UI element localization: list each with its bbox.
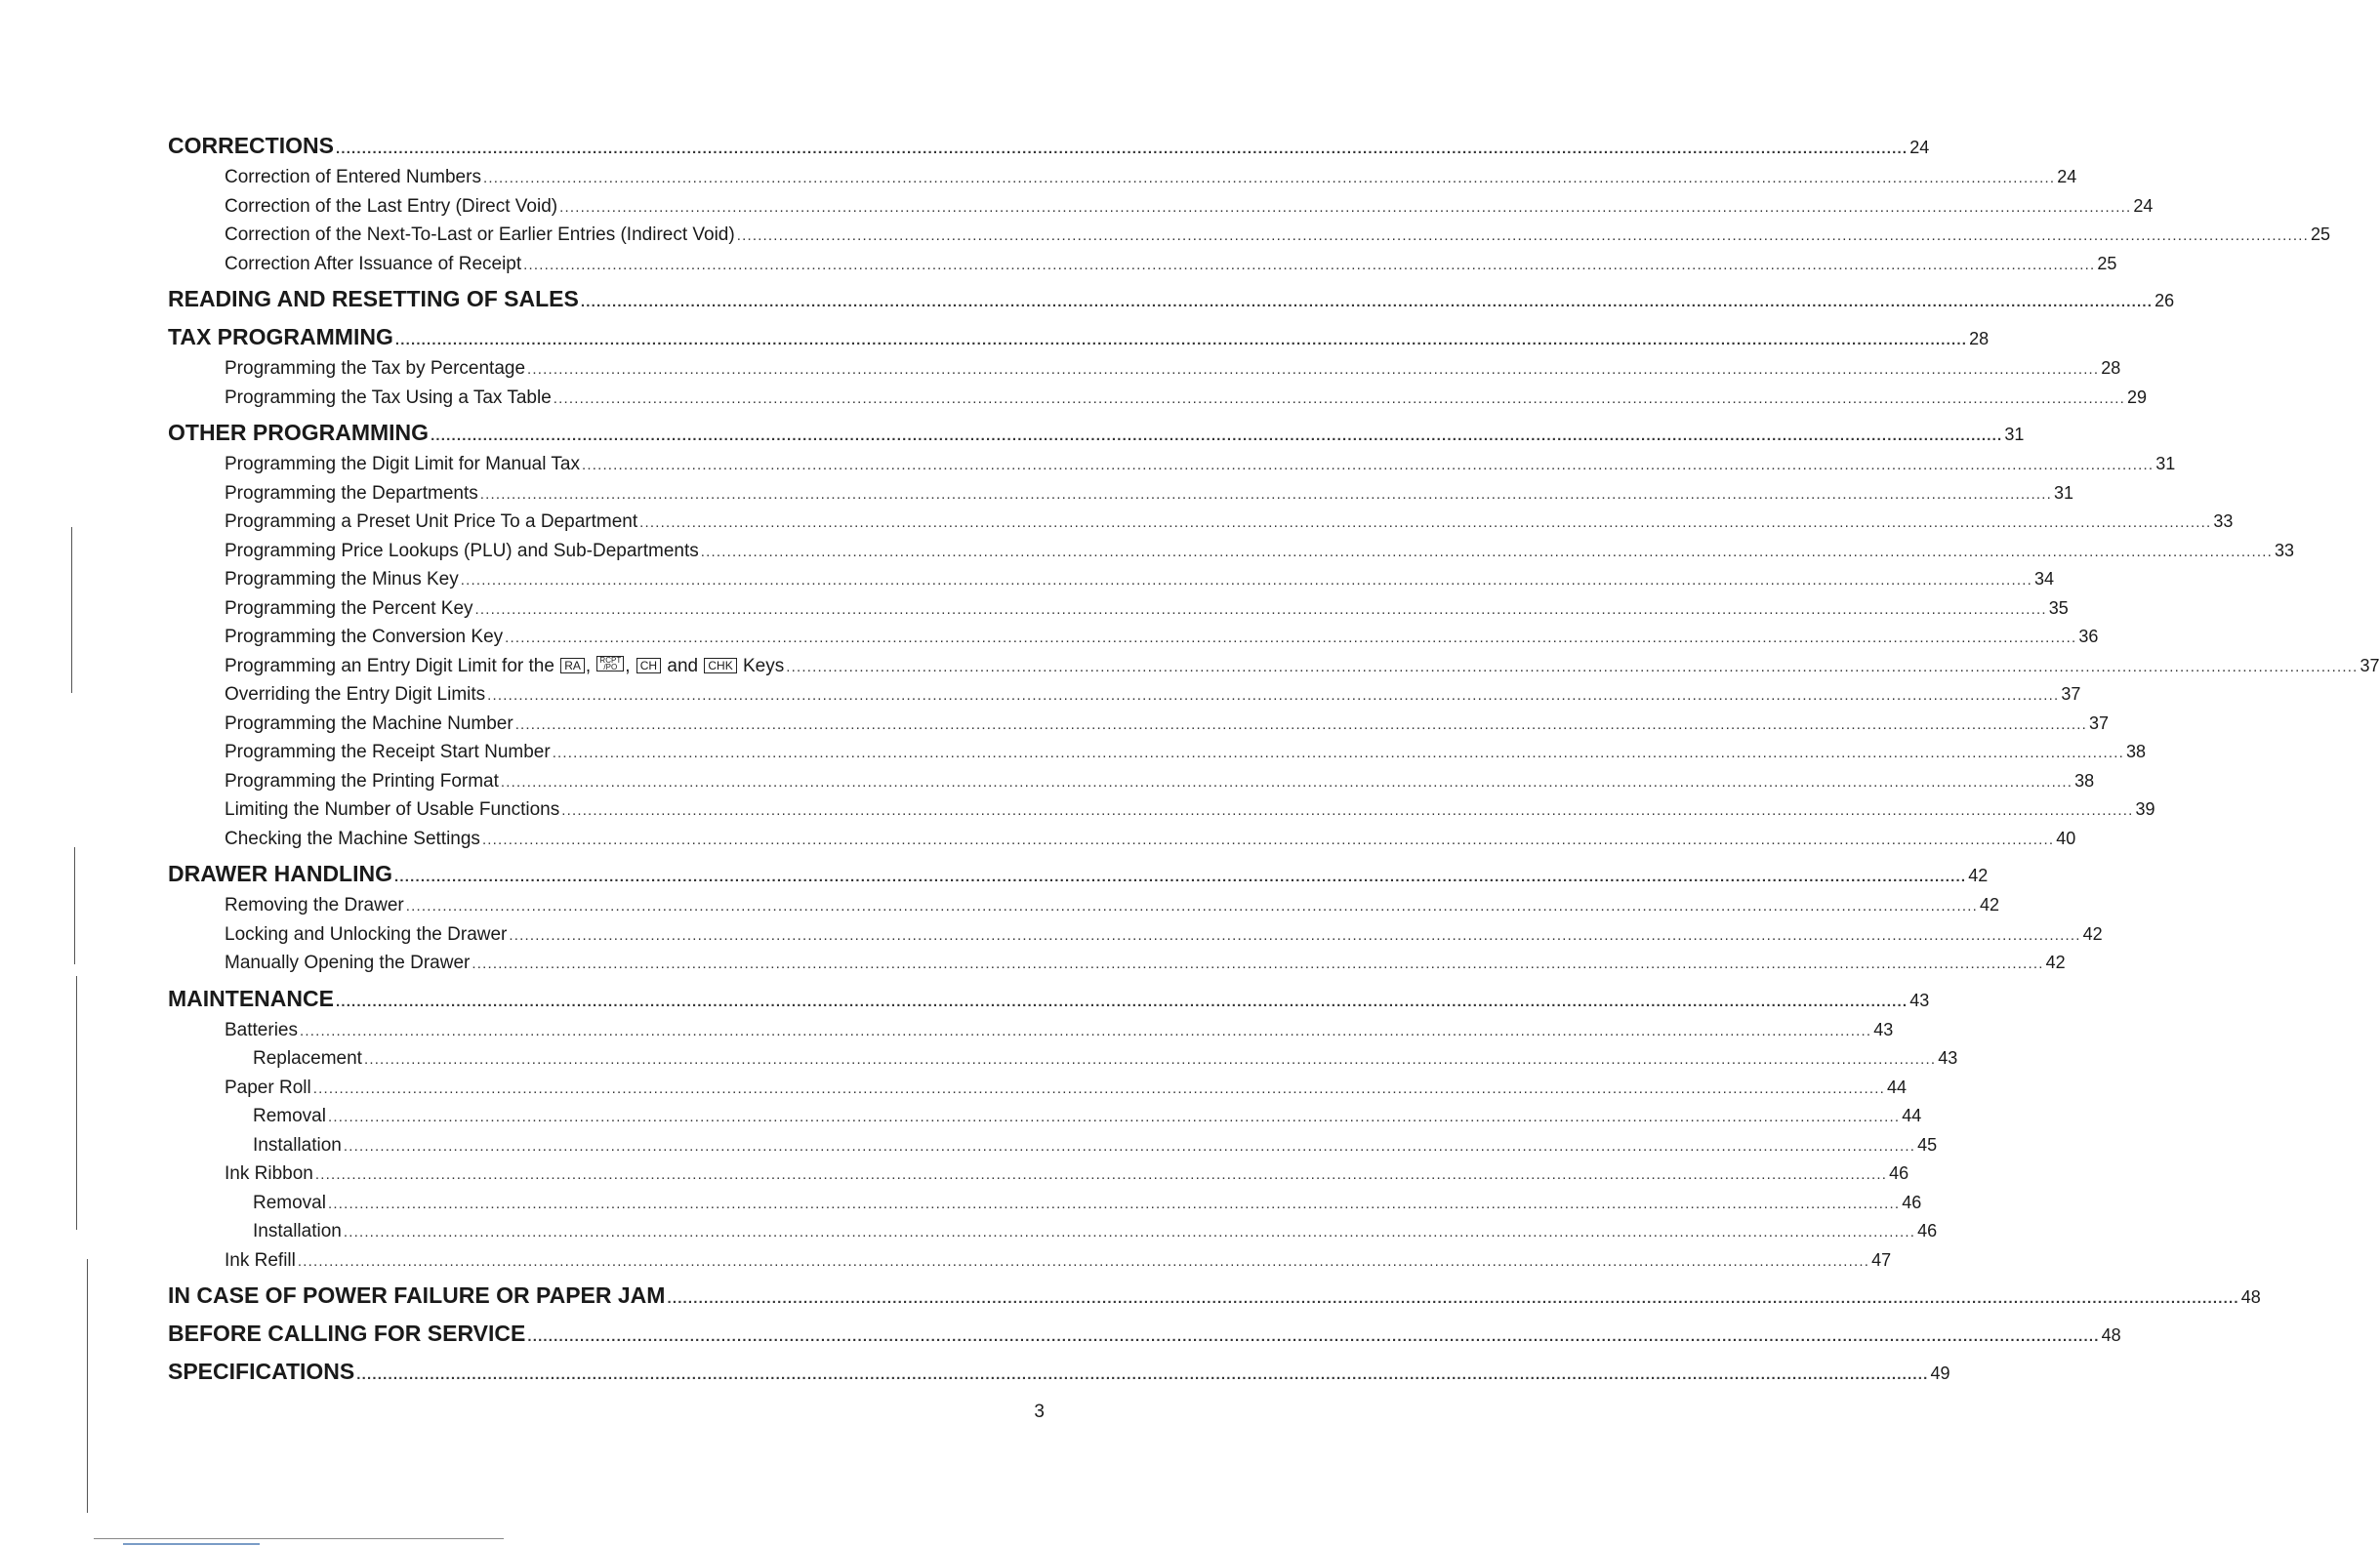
dot-leader: ............................................................................................................................................................................................................................................................................................................ (405, 898, 1978, 915)
dot-leader: ............................................................................................................................................................................................................................................................................................................ (482, 170, 2056, 186)
toc-page-number: 28 (2101, 358, 2121, 378)
dot-leader: ............................................................................................................................................................................................................................................................................................................ (509, 926, 2081, 944)
toc-entry[interactable] (168, 891, 2000, 920)
dot-leader: ............................................................................................................................................................................................................................................................................................................ (500, 773, 2073, 791)
toc-entry-title: Programming Price Lookups (PLU) and Sub-Departments (225, 540, 699, 561)
dot-leader: ............................................................................................................................................................................................................................................................................................................ (297, 1252, 1870, 1270)
dot-leader: ............................................................................................................................................................................................................................................................................................................ (363, 1051, 1937, 1068)
toc-page-number: 49 (1930, 1363, 1950, 1383)
dot-leader: ............................................................................................................................................................................................................................................................................................................ (667, 1290, 2239, 1307)
toc-entry[interactable] (168, 221, 2330, 250)
toc-entry-title: Paper Roll (225, 1077, 311, 1098)
toc-entry-title: Locking and Unlocking the Drawer (225, 923, 508, 945)
toc-entry[interactable] (168, 192, 2154, 222)
dot-leader: ............................................................................................................................................................................................................................................................................................................ (356, 1366, 1929, 1383)
table-of-contents (168, 125, 2380, 1389)
toc-subentry[interactable] (168, 1102, 1922, 1131)
toc-entry-title: Checking the Machine Settings (225, 828, 480, 849)
dot-leader: ............................................................................................................................................................................................................................................................................................................ (639, 514, 2212, 531)
toc-page-number: 46 (1889, 1163, 1909, 1183)
dot-leader: ............................................................................................................................................................................................................................................................................................................ (431, 427, 2003, 444)
toc-heading-power-failure[interactable] (168, 1278, 2261, 1313)
toc-entry-title: Programming the Machine Number (225, 712, 513, 734)
toc-entry[interactable] (168, 594, 2069, 624)
toc-subentry[interactable] (168, 1131, 1938, 1160)
toc-subentry[interactable] (168, 1044, 1958, 1074)
toc-entry[interactable] (168, 508, 2234, 537)
toc-entry-title: Ink Ribbon (225, 1163, 313, 1184)
scan-edge-line (71, 527, 72, 693)
dot-leader: ............................................................................................................................................................................................................................................................................................................ (527, 1328, 2100, 1345)
toc-entry[interactable] (168, 680, 2081, 710)
dot-leader: ............................................................................................................................................................................................................................................................................................................ (479, 485, 2053, 503)
toc-entry[interactable] (168, 710, 2109, 739)
toc-page-number: 46 (1917, 1221, 1938, 1241)
dot-leader: ............................................................................................................................................................................................................................................................................................................ (505, 630, 2077, 646)
ra-key-icon: RA (560, 658, 585, 673)
dot-leader: ............................................................................................................................................................................................................................................................................................................ (552, 745, 2124, 761)
toc-entry-title: Correction of Entered Numbers (225, 167, 481, 187)
toc-entry[interactable] (168, 920, 2103, 950)
dot-leader: ............................................................................................................................................................................................................................................................................................................ (343, 1224, 1916, 1241)
toc-page-number: 48 (2101, 1325, 2121, 1345)
toc-page-number: 34 (2033, 569, 2054, 589)
toc-entry-title: Overriding the Entry Digit Limits (225, 684, 486, 705)
dot-leader: ............................................................................................................................................................................................................................................................................................................ (561, 802, 2134, 819)
toc-page-number: 25 (2097, 253, 2117, 273)
toc-page-number: 42 (2082, 923, 2103, 944)
scan-edge-line (74, 847, 75, 964)
entry-text: and (667, 655, 699, 676)
toc-subentry[interactable] (168, 1189, 1922, 1218)
toc-entry[interactable] (168, 825, 2076, 854)
toc-page-number: 48 (2240, 1287, 2261, 1307)
toc-page-number: 42 (2045, 953, 2066, 972)
dot-leader: ............................................................................................................................................................................................................................................................................................................ (736, 227, 2309, 244)
toc-heading-title: TAX PROGRAMMING (168, 324, 393, 349)
toc-heading-title: IN CASE OF POWER FAILURE OR PAPER JAM (168, 1282, 666, 1308)
toc-heading-title: SPECIFICATIONS (168, 1359, 355, 1384)
toc-heading-title: OTHER PROGRAMMING (168, 420, 430, 445)
toc-entry[interactable] (168, 163, 2077, 192)
toc-page-number: 28 (1969, 329, 1990, 348)
toc-entry[interactable] (168, 1246, 1892, 1276)
toc-entry-title: Programming a Preset Unit Price To a Department (225, 511, 638, 532)
toc-page-number: 25 (2310, 224, 2330, 244)
toc-entry[interactable] (168, 767, 2095, 796)
toc-page-number: 38 (2125, 742, 2146, 761)
scan-bottom-line (94, 1538, 504, 1539)
dot-leader: ............................................................................................................................................................................................................................................................................................................ (394, 332, 1968, 348)
dot-leader: ............................................................................................................................................................................................................................................................................................................ (327, 1195, 1901, 1212)
toc-entry[interactable] (168, 949, 2066, 978)
toc-entry[interactable] (168, 450, 2176, 479)
toc-heading-title: READING AND RESETTING OF SALES (168, 286, 579, 311)
toc-heading-title: DRAWER HANDLING (168, 861, 392, 886)
toc-entry[interactable] (168, 354, 2121, 384)
dot-leader: ............................................................................................................................................................................................................................................................................................................ (527, 361, 2100, 378)
toc-page-number: 47 (1871, 1249, 1892, 1270)
toc-subentry[interactable] (168, 1217, 1938, 1246)
dot-leader: ............................................................................................................................................................................................................................................................................................................ (581, 457, 2154, 473)
toc-entry-title: Correction of the Last Entry (Direct Void) (225, 195, 558, 217)
toc-entry-title: Programming the Digit Limit for Manual Tax (225, 454, 580, 474)
toc-page-number: 42 (1980, 895, 2000, 915)
ch-key-icon: CH (636, 658, 661, 673)
dot-leader: ............................................................................................................................................................................................................................................................................................................ (314, 1166, 1888, 1183)
toc-page-number: 29 (2127, 386, 2148, 407)
toc-entry-title: Programming the Percent Key (225, 597, 473, 619)
toc-entry-title: Programming the Printing Format (225, 770, 499, 792)
toc-entry-title: Installation (253, 1134, 342, 1156)
toc-page-number: 43 (1873, 1019, 1894, 1039)
toc-page-number: 46 (1902, 1192, 1922, 1212)
scan-bottom-accent (123, 1543, 260, 1545)
dot-leader: ............................................................................................................................................................................................................................................................................................................ (394, 869, 1967, 885)
toc-entry-title: Ink Refill (225, 1249, 296, 1271)
toc-entry-title: Programming the Tax by Percentage (225, 358, 526, 379)
toc-page-number: 31 (2054, 482, 2074, 503)
toc-entry[interactable] (168, 479, 2074, 509)
dot-leader: ............................................................................................................................................................................................................................................................................................................ (786, 658, 2359, 675)
toc-heading-service[interactable] (168, 1316, 2121, 1351)
toc-page-number: 24 (2133, 195, 2154, 216)
chk-key-icon: CHK (704, 658, 736, 673)
toc-entry-title: Programming the Minus Key (225, 569, 459, 590)
toc-entry[interactable] (168, 1160, 1909, 1189)
dot-leader: ............................................................................................................................................................................................................................................................................................................ (553, 389, 2126, 407)
key-label-top: RCPT (599, 655, 622, 665)
entry-text: Keys (743, 655, 785, 676)
rcpt-po-key-icon (596, 656, 624, 671)
toc-entry-title: Installation (253, 1221, 342, 1241)
toc-page-number: 33 (2275, 540, 2295, 560)
toc-entry[interactable] (168, 738, 2146, 767)
toc-entry-title: Limiting the Number of Usable Functions (225, 799, 560, 820)
dot-leader: ............................................................................................................................................................................................................................................................................................................ (487, 687, 2060, 704)
toc-heading-maintenance[interactable] (168, 981, 1930, 1016)
toc-page-number: 43 (1909, 990, 1930, 1010)
toc-entry-title: Programming the Receipt Start Number (225, 742, 551, 762)
toc-heading-other[interactable] (168, 415, 2025, 450)
dot-leader: ............................................................................................................................................................................................................................................................................................................ (481, 831, 2055, 848)
toc-page-number: 38 (2074, 770, 2095, 791)
dot-leader: ............................................................................................................................................................................................................................................................................................................ (559, 198, 2132, 216)
toc-page-number: 26 (2154, 291, 2175, 310)
scan-edge-line (87, 1259, 88, 1513)
toc-entry[interactable] (168, 652, 2380, 681)
dot-leader: ............................................................................................................................................................................................................................................................................................................ (335, 141, 1908, 157)
scan-edge-line (76, 976, 77, 1230)
dot-leader: ............................................................................................................................................................................................................................................................................................................ (523, 256, 2096, 273)
toc-page-number: 24 (2057, 167, 2077, 186)
dot-leader: ............................................................................................................................................................................................................................................................................................................ (343, 1137, 1916, 1155)
toc-entry[interactable] (168, 795, 2155, 825)
toc-entry[interactable] (168, 384, 2148, 413)
toc-entry[interactable] (168, 250, 2117, 279)
toc-page-number: 36 (2078, 627, 2099, 646)
toc-page-number: 37 (2359, 655, 2380, 675)
dot-leader: ............................................................................................................................................................................................................................................................................................................ (700, 543, 2274, 560)
toc-page-number: 33 (2213, 511, 2234, 531)
dot-leader: ............................................................................................................................................................................................................................................................................................................ (299, 1022, 1872, 1039)
toc-page-number: 37 (2061, 684, 2081, 704)
toc-entry-title: Correction of the Next-To-Last or Earlier Entries (Indirect Void) (225, 224, 735, 245)
toc-entry-title: Programming the Tax Using a Tax Table (225, 386, 552, 408)
dot-leader: ............................................................................................................................................................................................................................................................................................................ (474, 600, 2047, 618)
toc-heading-corrections[interactable] (168, 128, 1930, 163)
entry-text: Programming an Entry Digit Limit for the (225, 655, 554, 676)
toc-heading-specifications[interactable] (168, 1354, 1950, 1389)
toc-entry[interactable] (168, 623, 2099, 652)
toc-page-number: 24 (1909, 138, 1930, 157)
toc-entry-title: Correction After Issuance of Receipt (225, 253, 522, 274)
toc-entry-title: Removal (253, 1106, 326, 1126)
dot-leader: ............................................................................................................................................................................................................................................................................................................ (335, 993, 1908, 1010)
toc-page-number: 43 (1938, 1048, 1958, 1068)
toc-page-number: 45 (1917, 1134, 1938, 1155)
dot-leader: ............................................................................................................................................................................................................................................................................................................ (312, 1079, 1885, 1097)
toc-heading-tax[interactable] (168, 319, 1990, 354)
toc-entry[interactable] (168, 1016, 1894, 1045)
toc-page-number: 40 (2056, 828, 2076, 848)
toc-entry[interactable] (168, 1074, 1907, 1103)
dot-leader: ............................................................................................................................................................................................................................................................................................................ (460, 572, 2032, 589)
toc-page-number: 42 (1968, 866, 1989, 885)
toc-heading-title: CORRECTIONS (168, 133, 334, 158)
toc-entry-title: Manually Opening the Drawer (225, 953, 471, 973)
toc-entry-title: Batteries (225, 1019, 298, 1040)
toc-entry-title: Programming the Departments (225, 482, 478, 504)
toc-heading-reading[interactable] (168, 281, 2175, 316)
dot-leader: ............................................................................................................................................................................................................................................................................................................ (580, 294, 2154, 310)
toc-entry-title: Replacement (253, 1048, 362, 1069)
toc-page-number: 31 (2155, 454, 2176, 473)
dot-leader: ............................................................................................................................................................................................................................................................................................................ (514, 715, 2087, 733)
toc-page-number: 39 (2135, 799, 2155, 819)
toc-entry-title: Removing the Drawer (225, 895, 404, 915)
toc-page-number: 44 (1886, 1077, 1907, 1097)
toc-entry-title: Programming an Entry Digit Limit for the RA , RCPT /PO , CH and CHK Keys (225, 655, 785, 676)
toc-entry[interactable] (168, 565, 2054, 594)
dot-leader: ............................................................................................................................................................................................................................................................................................................ (327, 1109, 1901, 1125)
toc-heading-title: MAINTENANCE (168, 985, 334, 1011)
toc-entry-title: Removal (253, 1192, 326, 1213)
toc-page-number: 35 (2048, 597, 2069, 618)
toc-page-number: 37 (2088, 712, 2109, 733)
key-label-bottom: /PO (603, 662, 618, 671)
toc-entry[interactable] (168, 537, 2295, 566)
dot-leader: ............................................................................................................................................................................................................................................................................................................ (472, 956, 2044, 972)
toc-heading-title: BEFORE CALLING FOR SERVICE (168, 1321, 526, 1346)
page-number: 3 (1034, 1402, 1045, 1422)
toc-page-number: 44 (1902, 1106, 1922, 1125)
toc-page-number: 31 (2004, 425, 2025, 444)
toc-entry-title: Programming the Conversion Key (225, 627, 504, 647)
toc-heading-drawer[interactable] (168, 856, 1989, 891)
